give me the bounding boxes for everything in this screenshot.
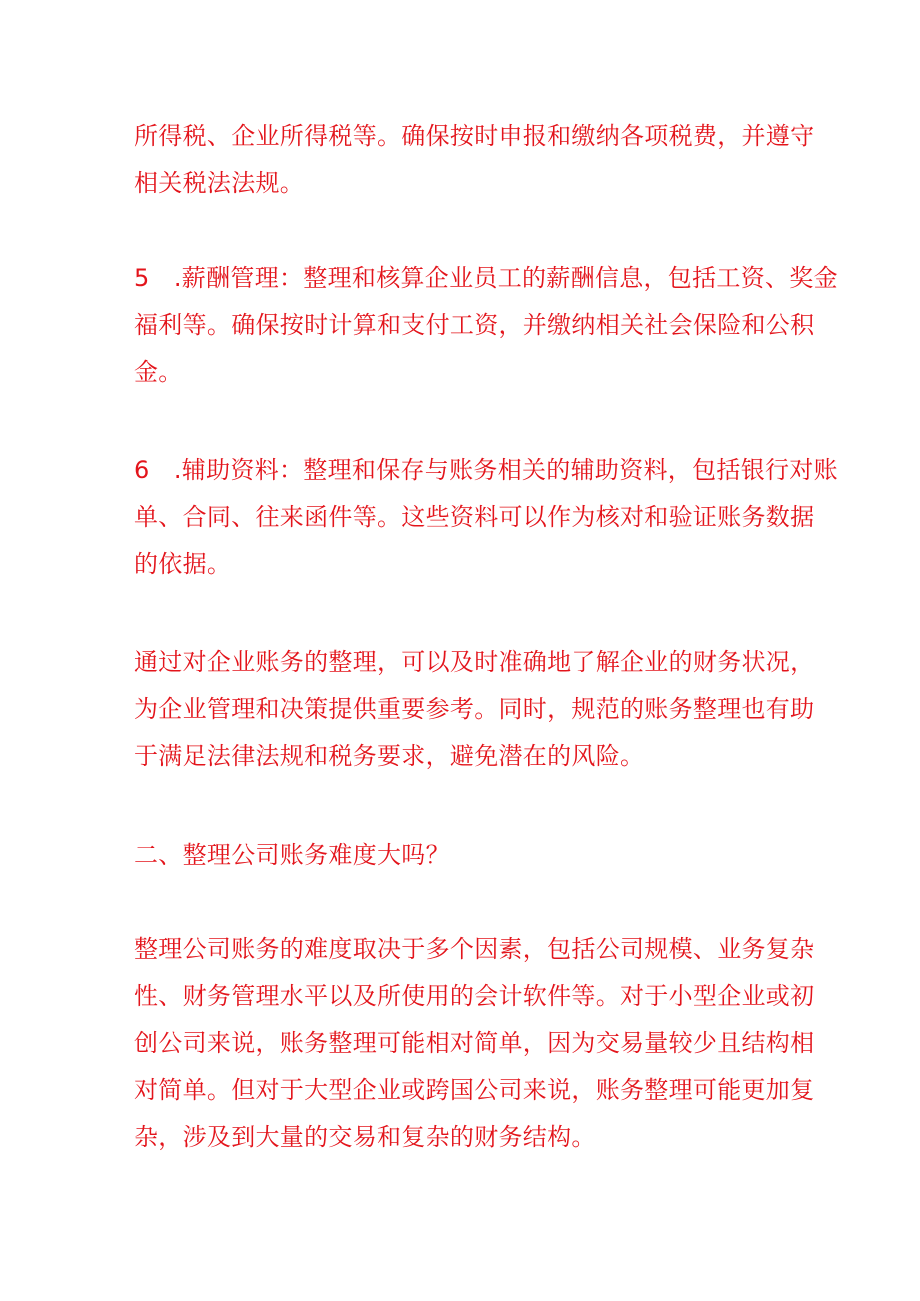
- text-line: 福利等。确保按时计算和支付工资，并缴纳相关社会保险和公积: [134, 311, 815, 339]
- text-line: 杂，涉及到大量的交易和复杂的财务结构。: [134, 1123, 596, 1151]
- paragraph-salary-management: [134, 255, 838, 396]
- paragraph-summary: [134, 639, 815, 780]
- text-line: 6 .辅助资料：整理和保存与账务相关的辅助资料，包括银行对账: [134, 456, 838, 484]
- text-line: 性、财务管理水平以及所使用的会计软件等。对于小型企业或初: [134, 982, 815, 1010]
- text-line: 的依据。: [134, 550, 232, 578]
- text-line: 相关税法法规。: [134, 169, 305, 197]
- text-line: 创公司来说，账务整理可能相对简单，因为交易量较少且结构相: [134, 1029, 815, 1057]
- text-line: 对简单。但对于大型企业或跨国公司来说，账务整理可能更加复: [134, 1076, 815, 1104]
- text-line: 整理公司账务的难度取决于多个因素，包括公司规模、业务复杂: [134, 935, 815, 963]
- text-line: 金。: [134, 358, 183, 386]
- paragraph-tax-continuation: [134, 113, 815, 207]
- paragraph-difficulty: [134, 926, 815, 1161]
- text-line: 5 .薪酬管理：整理和核算企业员工的薪酬信息，包括工资、奖金: [134, 264, 838, 292]
- section-heading: [134, 832, 794, 879]
- text-line: 单、合同、往来函件等。这些资料可以作为核对和验证账务数据: [134, 503, 815, 531]
- text-line: 所得税、企业所得税等。确保按时申报和缴纳各项税费，并遵守: [134, 122, 815, 150]
- text-line: 于满足法律法规和税务要求，避免潜在的风险。: [134, 742, 645, 770]
- paragraph-auxiliary-materials: [134, 447, 838, 588]
- heading-text: 二、整理公司账务难度大吗？: [134, 841, 450, 869]
- text-line: 为企业管理和决策提供重要参考。同时，规范的账务整理也有助: [134, 695, 815, 723]
- text-line: 通过对企业账务的整理，可以及时准确地了解企业的财务状况，: [134, 648, 815, 676]
